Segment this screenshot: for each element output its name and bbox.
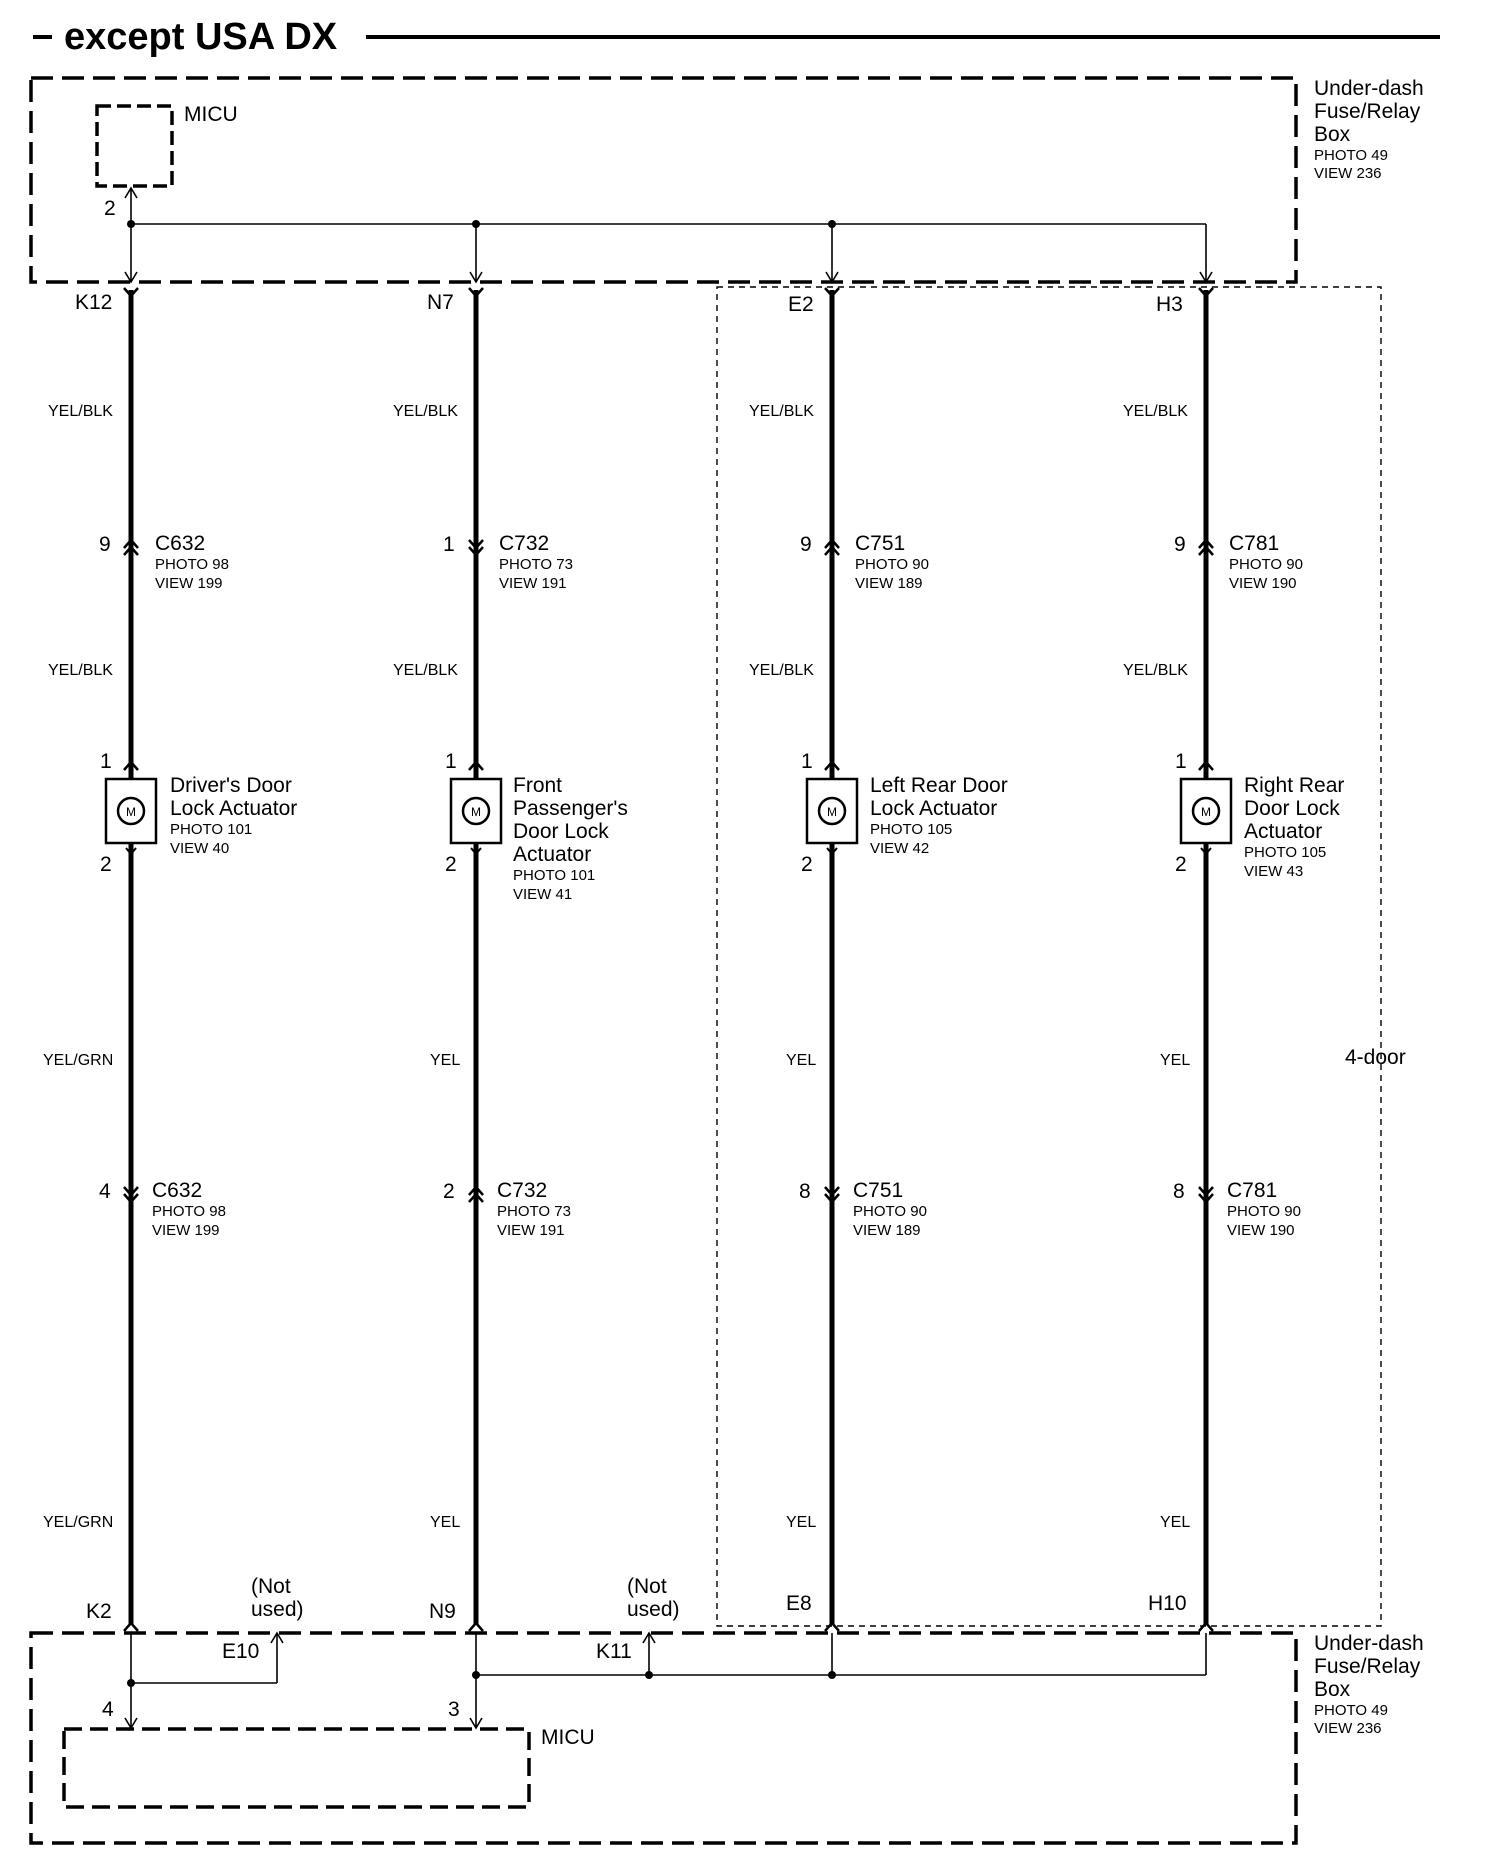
connector-photo: PHOTO 73 <box>499 556 573 573</box>
connector-pin: 4 <box>99 1180 111 1203</box>
wire-color-label: YEL <box>430 1514 461 1531</box>
connector-view: VIEW 199 <box>155 575 223 592</box>
micu-bottom-box <box>64 1729 529 1807</box>
terminal-label: K2 <box>86 1600 112 1623</box>
actuator-name-line: Front <box>513 774 563 797</box>
unused-terminal-label: K11 <box>596 1640 632 1663</box>
actuator-photo: PHOTO 101 <box>170 821 253 838</box>
actuator-photo: PHOTO 105 <box>870 821 953 838</box>
fuse-box-bottom-label <box>1314 1632 1424 1737</box>
connector-name: C751 <box>855 532 906 555</box>
wire-color-label: YEL/BLK <box>1123 403 1188 420</box>
connector-pin: 9 <box>1174 533 1186 556</box>
wire-color-label: YEL <box>1160 1052 1191 1069</box>
terminal-label: E2 <box>788 293 814 316</box>
title-block <box>33 16 1440 58</box>
actuator-pin-bottom: 2 <box>100 853 112 876</box>
fuse-box-top-label <box>1314 77 1424 182</box>
micu-bottom-pin: 3 <box>448 1698 460 1721</box>
actuator-name-line: Lock Actuator <box>170 797 298 820</box>
actuator-name-line: Door Lock <box>513 820 609 843</box>
circuit-right-rear <box>1123 288 1344 1631</box>
fuse-box-photo: PHOTO 49 <box>1314 147 1388 164</box>
connector-view: VIEW 190 <box>1227 1222 1295 1239</box>
terminal-label: H10 <box>1148 1592 1187 1615</box>
splice-dot <box>472 1671 480 1679</box>
connector-pin: 8 <box>1173 1180 1185 1203</box>
unused-terminal-label: E10 <box>222 1640 260 1663</box>
fuse-box-name-line: Under-dash <box>1314 77 1424 100</box>
actuator-view: VIEW 40 <box>170 840 230 857</box>
actuator-photo: PHOTO 101 <box>513 867 596 884</box>
splice-dot <box>127 1679 135 1687</box>
wire-color-label: YEL/BLK <box>393 403 458 420</box>
connector-photo: PHOTO 98 <box>155 556 229 573</box>
actuator-pin-bottom: 2 <box>1175 853 1187 876</box>
actuator-pin-top: 1 <box>801 750 813 773</box>
actuator-name-line: Passenger's <box>513 797 628 820</box>
connector-pin: 9 <box>800 533 812 556</box>
connector-name: C732 <box>499 532 550 555</box>
splice-dot <box>828 1671 836 1679</box>
wire-color-label: YEL/GRN <box>43 1514 114 1531</box>
not-used-note: (Not <box>627 1575 667 1598</box>
actuator-name-line: Left Rear Door <box>870 774 1008 797</box>
connector-photo: PHOTO 90 <box>855 556 929 573</box>
not-used-note: used) <box>251 1598 304 1621</box>
splice-dot <box>645 1671 653 1679</box>
actuator-pin-bottom: 2 <box>801 853 813 876</box>
not-used-note: used) <box>627 1598 680 1621</box>
connector-name: C781 <box>1229 532 1280 555</box>
circuit-left-rear <box>749 288 1008 1631</box>
terminal-label: H3 <box>1156 293 1183 316</box>
four-door-region <box>717 287 1381 1626</box>
terminal-label: E8 <box>786 1592 812 1615</box>
connector-pin: 1 <box>443 533 455 556</box>
actuator-name-line: Driver's Door <box>170 774 292 797</box>
wire-color-label: YEL <box>786 1514 817 1531</box>
motor-symbol: M <box>1201 805 1211 819</box>
actuator-photo: PHOTO 105 <box>1244 844 1327 861</box>
connector-name: C632 <box>152 1179 203 1202</box>
fuse-box-name-line: Fuse/Relay <box>1314 100 1421 123</box>
micu-top-label: MICU <box>184 103 238 126</box>
connector-photo: PHOTO 90 <box>1229 556 1303 573</box>
connector-name: C751 <box>853 1179 904 1202</box>
connector-pin: 9 <box>99 533 111 556</box>
fuse-box-bottom <box>31 1633 1296 1843</box>
connector-view: VIEW 189 <box>853 1222 921 1239</box>
connector-view: VIEW 190 <box>1229 575 1297 592</box>
wire-color-label: YEL/BLK <box>393 662 458 679</box>
connector-view: VIEW 199 <box>152 1222 220 1239</box>
connector-name: C632 <box>155 532 206 555</box>
connector-name: C732 <box>497 1179 548 1202</box>
wire-color-label: YEL/BLK <box>48 662 113 679</box>
wire-color-label: YEL/BLK <box>749 403 814 420</box>
wire-color-label: YEL <box>1160 1514 1191 1531</box>
wire-color-label: YEL/BLK <box>1123 662 1188 679</box>
actuator-name-line: Actuator <box>513 843 592 866</box>
motor-symbol: M <box>471 805 481 819</box>
wire-color-label: YEL/GRN <box>43 1052 114 1069</box>
diagram-title: except USA DX <box>64 16 338 58</box>
micu-top-pin: 2 <box>104 197 116 220</box>
actuator-pin-bottom: 2 <box>445 853 457 876</box>
circuit-front-passenger <box>393 288 628 1631</box>
motor-symbol: M <box>126 805 136 819</box>
connector-view: VIEW 191 <box>497 1222 565 1239</box>
fuse-box-view: VIEW 236 <box>1314 165 1382 182</box>
fuse-box-name-line: Box <box>1314 1678 1351 1701</box>
wire-color-label: YEL/BLK <box>749 662 814 679</box>
micu-bottom-label: MICU <box>541 1726 595 1749</box>
actuator-name-line: Right Rear <box>1244 774 1345 797</box>
bottom-bus <box>102 1575 1206 1728</box>
terminal-label: K12 <box>75 291 113 314</box>
fuse-box-photo: PHOTO 49 <box>1314 1702 1388 1719</box>
terminal-label: N9 <box>429 1600 456 1623</box>
connector-pin: 2 <box>443 1180 455 1203</box>
four-door-label: 4-door <box>1345 1046 1406 1069</box>
fuse-box-name-line: Box <box>1314 123 1351 146</box>
actuator-view: VIEW 42 <box>870 840 930 857</box>
connector-photo: PHOTO 90 <box>1227 1203 1301 1220</box>
micu-top-box <box>97 106 172 186</box>
connector-name: C781 <box>1227 1179 1278 1202</box>
motor-symbol: M <box>827 805 837 819</box>
actuator-pin-top: 1 <box>445 750 457 773</box>
terminal-label: N7 <box>427 291 454 314</box>
circuit-driver <box>43 288 297 1631</box>
wire-color-label: YEL <box>786 1052 817 1069</box>
wire-color-label: YEL <box>430 1052 461 1069</box>
connector-photo: PHOTO 73 <box>497 1203 571 1220</box>
fuse-box-name-line: Fuse/Relay <box>1314 1655 1421 1678</box>
connector-view: VIEW 189 <box>855 575 923 592</box>
top-bus <box>125 188 1212 282</box>
connector-pin: 8 <box>799 1180 811 1203</box>
micu-bottom-pin: 4 <box>102 1698 114 1721</box>
actuator-name-line: Lock Actuator <box>870 797 998 820</box>
actuator-pin-top: 1 <box>100 750 112 773</box>
actuator-name-line: Actuator <box>1244 820 1323 843</box>
actuator-pin-top: 1 <box>1175 750 1187 773</box>
actuator-name-line: Door Lock <box>1244 797 1340 820</box>
fuse-box-view: VIEW 236 <box>1314 1720 1382 1737</box>
connector-view: VIEW 191 <box>499 575 567 592</box>
connector-photo: PHOTO 90 <box>853 1203 927 1220</box>
wire-color-label: YEL/BLK <box>48 403 113 420</box>
not-used-note: (Not <box>251 1575 291 1598</box>
fuse-box-name-line: Under-dash <box>1314 1632 1424 1655</box>
connector-photo: PHOTO 98 <box>152 1203 226 1220</box>
actuator-view: VIEW 43 <box>1244 863 1304 880</box>
actuator-view: VIEW 41 <box>513 886 573 903</box>
